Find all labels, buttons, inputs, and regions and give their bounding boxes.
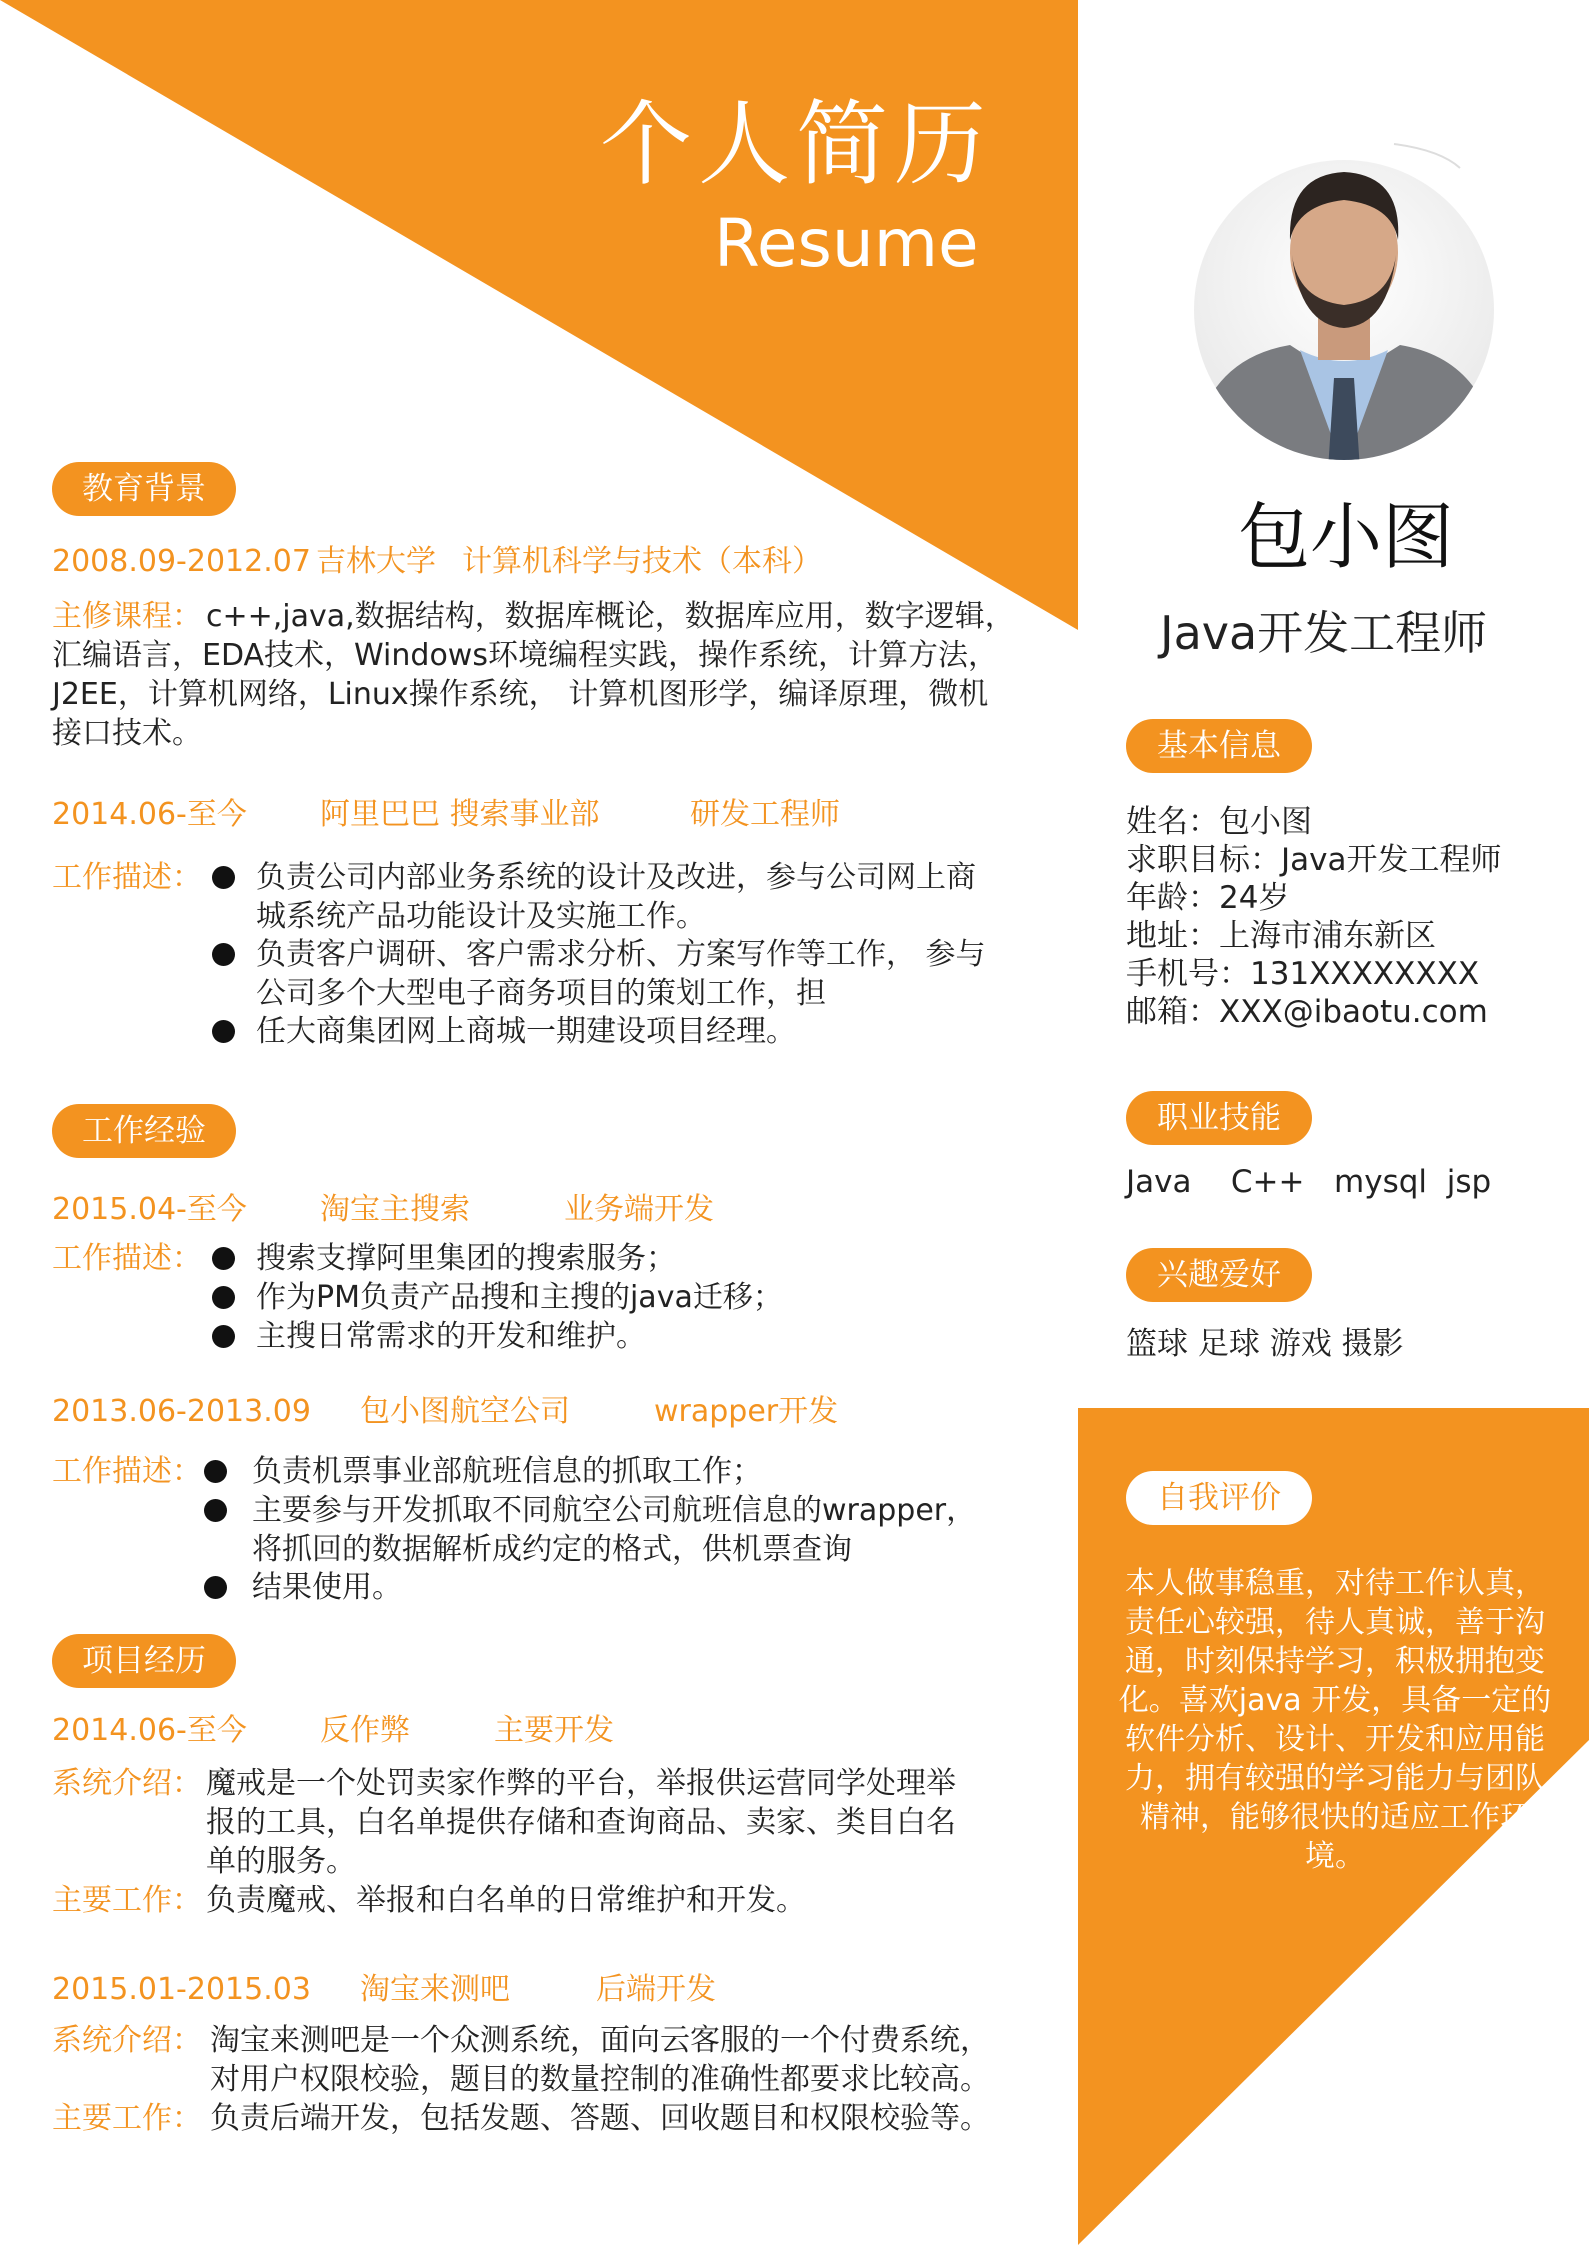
work-bullet-line: 主搜日常需求的开发和维护。 [256,1319,646,1354]
self-eval-line: 通，时刻保持学习，积极拥抱变 [1125,1644,1545,1679]
person-photo [1190,155,1500,470]
work-desc-label: 工作描述： [52,1454,202,1489]
job-period: 2014.06-至今 [52,797,247,832]
hobbies-text: 篮球 足球 游戏 摄影 [1126,1326,1404,1362]
self-eval-text [1110,1564,1560,1876]
job-company: 阿里巴巴 搜索事业部 [320,797,600,832]
self-eval-line: 责任心较强，待人真诚，善于沟 [1125,1605,1545,1640]
section-self-eval: 自我评价 [1126,1471,1312,1525]
bullet-icon [212,1020,235,1043]
skills-text: Java C++ mysql jsp [1126,1164,1492,1200]
courses-label: 主修课程： [52,599,202,634]
job-bullet-line: 公司多个大型电子商务项目的策划工作，担 [256,976,826,1011]
education-school: 吉林大学 [316,544,436,579]
self-eval-line: 本人做事稳重，对待工作认真， [1125,1566,1545,1601]
job-position: 研发工程师 [690,797,840,832]
self-eval-line: 力，拥有较强的学习能力与团队 [1125,1761,1545,1796]
project-intro-line: 魔戒是一个处罚卖家作弊的平台，举报供运营同学处理举 [206,1766,956,1801]
education-major: 计算机科学与技术（本科） [462,544,822,579]
project-intro-label: 系统介绍： [52,2023,202,2058]
project-period: 2015.01-2015.03 [52,1972,311,2007]
self-eval-line: 化。喜欢java 开发，具备一定的 [1118,1683,1552,1718]
project-work-label: 主要工作： [52,2101,202,2136]
job-bullet-line: 城系统产品功能设计及实施工作。 [256,899,706,934]
resume-title-en: Resume [714,205,979,282]
project-intro-line: 报的工具，白名单提供存储和查询商品、卖家、类目白名 [206,1805,956,1840]
bullet-icon [212,1325,235,1348]
basic-info-line: 地址：上海市浦东新区 [1126,918,1436,954]
project-work-label: 主要工作： [52,1883,202,1918]
section-education: 教育背景 [52,462,236,516]
basic-info-line: 年龄：24岁 [1126,880,1290,916]
bullet-icon [204,1460,227,1483]
self-eval-line: 境。 [1305,1839,1365,1874]
job-bullet-line: 负责公司内部业务系统的设计及改进，参与公司网上商 [256,860,976,895]
courses-line: 汇编语言，EDA技术，Windows环境编程实践，操作系统，计算方法， [52,638,998,673]
bullet-icon [212,943,235,966]
courses-line: c++,java,数据结构，数据库概论，数据库应用，数字逻辑， [206,599,1015,634]
profile-name: 包小图 [1238,495,1455,579]
section-basic-info: 基本信息 [1126,719,1312,773]
basic-info-line: 求职目标：Java开发工程师 [1126,842,1502,878]
basic-info-line: 姓名：包小图 [1126,804,1312,840]
section-work: 工作经验 [52,1104,236,1158]
work-period: 2013.06-2013.09 [52,1394,311,1429]
basic-info-line: 手机号：131XXXXXXXX [1126,956,1480,992]
job-bullet-line: 负责客户调研、客户需求分析、方案写作等工作， 参与 [256,937,986,972]
project-work-text: 负责魔戒、举报和白名单的日常维护和开发。 [206,1883,806,1918]
bullet-icon [212,866,235,889]
work-desc-label: 工作描述： [52,1241,202,1276]
project-role: 主要开发 [494,1713,614,1748]
work-bullet-line: 将抓回的数据解析成约定的格式，供机票查询 [252,1532,852,1567]
courses-line: J2EE，计算机网络，Linux操作系统， 计算机图形学，编译原理，微机 [52,677,989,712]
work-position: wrapper开发 [654,1394,839,1429]
work-bullet-line: 结果使用。 [252,1570,402,1605]
self-eval-line: 精神，能够很快的适应工作环 [1140,1800,1530,1835]
profile-role: Java开发工程师 [1160,606,1488,660]
work-position: 业务端开发 [564,1192,714,1227]
project-name: 反作弊 [320,1713,410,1748]
project-intro-label: 系统介绍： [52,1766,202,1801]
bullet-icon [204,1576,227,1599]
project-role: 后端开发 [596,1972,716,2007]
project-intro-line: 对用户权限校验，题目的数量控制的准确性都要求比较高。 [210,2062,990,2097]
project-work-text: 负责后端开发，包括发题、答题、回收题目和权限校验等。 [210,2101,990,2136]
education-period: 2008.09-2012.07 [52,544,311,579]
work-bullet-line: 搜索支撑阿里集团的搜索服务； [256,1241,676,1276]
work-period: 2015.04-至今 [52,1192,247,1227]
job-bullet-line: 任大商集团网上商城一期建设项目经理。 [256,1014,796,1049]
bullet-icon [212,1286,235,1309]
bullet-icon [204,1499,227,1522]
work-bullet-line: 作为PM负责产品搜和主搜的java迁移； [256,1280,783,1315]
project-intro-line: 单的服务。 [206,1844,356,1879]
work-bullet-line: 主要参与开发抓取不同航空公司航班信息的wrapper， [252,1493,977,1528]
bullet-icon [212,1247,235,1270]
section-hobbies: 兴趣爱好 [1126,1248,1312,1302]
work-bullet-line: 负责机票事业部航班信息的抓取工作； [252,1454,762,1489]
section-projects: 项目经历 [52,1634,236,1688]
section-skills: 职业技能 [1126,1091,1312,1145]
self-eval-line: 软件分析、设计、开发和应用能 [1125,1722,1545,1757]
basic-info-line: 邮箱：XXX@ibaotu.com [1126,994,1488,1030]
project-intro-line: 淘宝来测吧是一个众测系统，面向云客服的一个付费系统， [210,2023,990,2058]
resume-title-cn: 个人简历 [600,91,993,198]
courses-line: 接口技术。 [52,716,202,751]
job-desc-label: 工作描述： [52,860,202,895]
work-company: 包小图航空公司 [360,1394,570,1429]
work-company: 淘宝主搜索 [320,1192,470,1227]
project-name: 淘宝来测吧 [360,1972,510,2007]
project-period: 2014.06-至今 [52,1713,247,1748]
